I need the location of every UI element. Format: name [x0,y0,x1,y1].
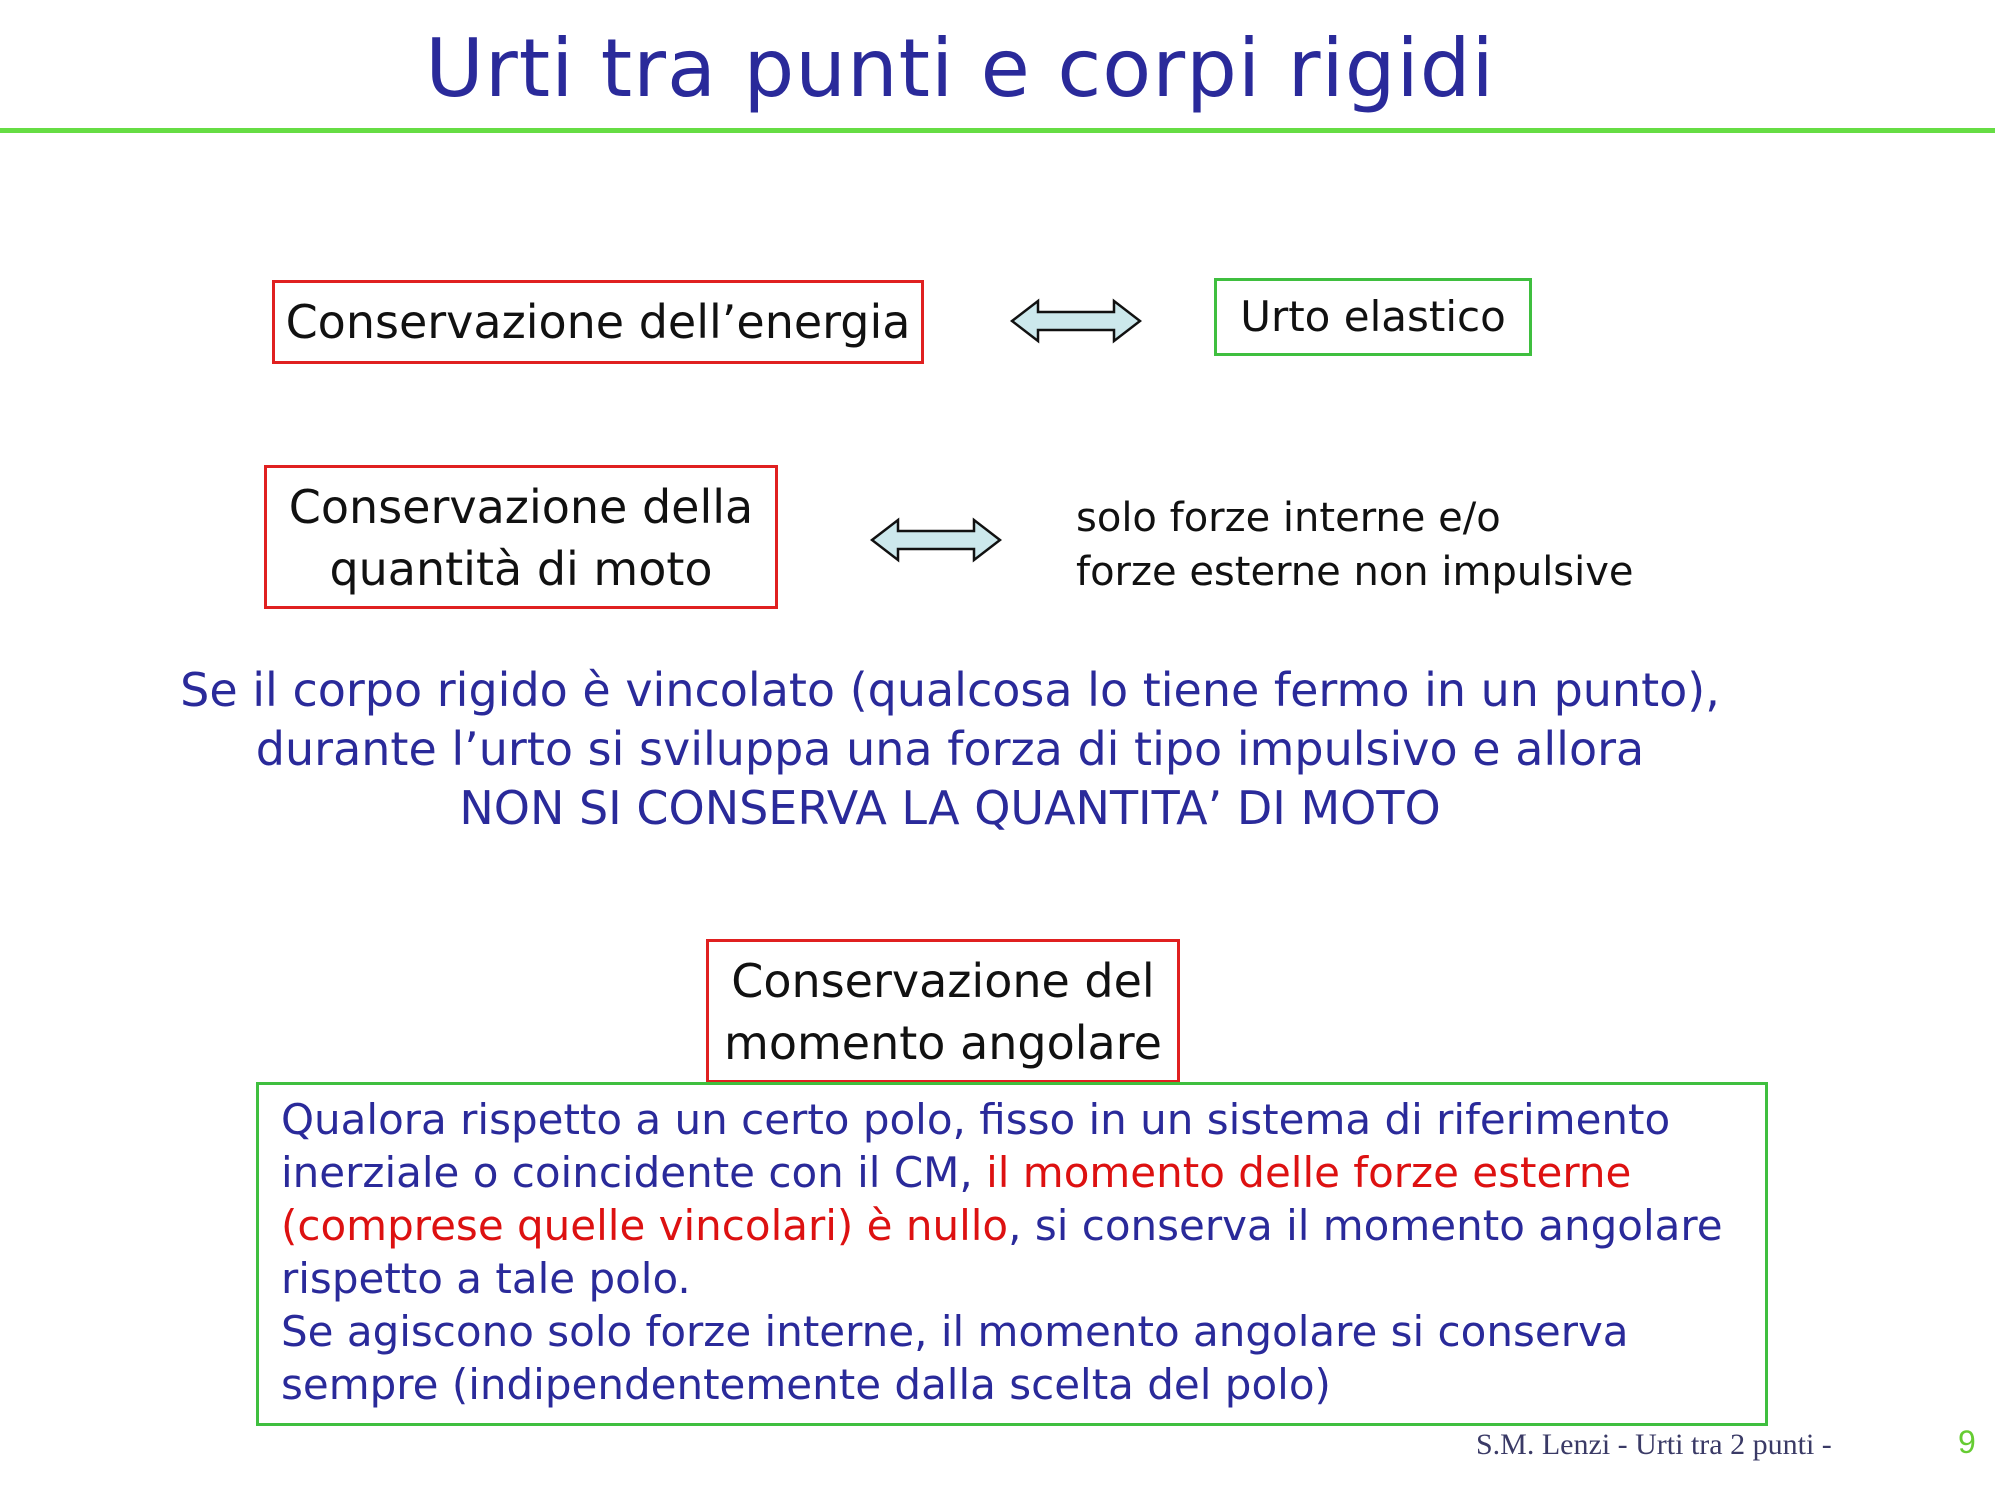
momentum-conservation-line2: quantità di moto [329,542,713,596]
momentum-conservation-box [264,465,778,609]
angular-momentum-line1: Conservazione del [731,954,1155,1008]
energy-conservation-label: Conservazione dell’energia [285,295,911,349]
momentum-condition-line2: forze esterne non impulsive [1076,549,1634,595]
paragraph-1-highlight: il momento delle forze esterne (comprese quelle vincolari) è nullo [281,1148,1632,1250]
page-number: 9 [1958,1424,1976,1460]
double-headed-arrow-icon [870,517,1002,563]
elastic-collision-label: Urto elastico [1240,292,1506,341]
momentum-condition-line1: solo forze interne e/o [1076,495,1501,541]
title-divider [0,128,1995,133]
angular-momentum-paragraph-1 [281,1093,1745,1305]
energy-conservation-box [272,280,924,364]
slide-footer: S.M. Lenzi - Urti tra 2 punti - [1476,1428,1832,1461]
angular-momentum-box [706,939,1180,1083]
angular-momentum-line2: momento angolare [724,1016,1162,1070]
momentum-conservation-line1: Conservazione della [288,480,754,534]
paragraph-1-text-a: Qualora rispetto a un certo polo, fisso in un sistema di riferimento inerziale o coincidente con il CM, [281,1095,1671,1197]
constraint-statement-line3: NON SI CONSERVA LA QUANTITA’ DI MOTO [459,781,1441,835]
elastic-collision-box [1214,278,1532,356]
angular-momentum-explanation-box [256,1082,1768,1426]
paragraph-1-text-b: , si conserva il momento angolare rispetto a tale polo. [281,1201,1723,1303]
constraint-statement-line2: durante l’urto si sviluppa una forza di tipo impulsivo e allora [255,722,1645,776]
slide-title: Urti tra punti e corpi rigidi [425,22,1495,115]
angular-momentum-paragraph-2: Se agiscono solo forze interne, il momento angolare si conserva sempre (indipendentemente dalla scelta del polo) [281,1307,1629,1409]
double-headed-arrow-icon [1010,298,1142,344]
constraint-statement-line1: Se il corpo rigido è vincolato (qualcosa lo tiene fermo in un punto), [180,663,1720,717]
